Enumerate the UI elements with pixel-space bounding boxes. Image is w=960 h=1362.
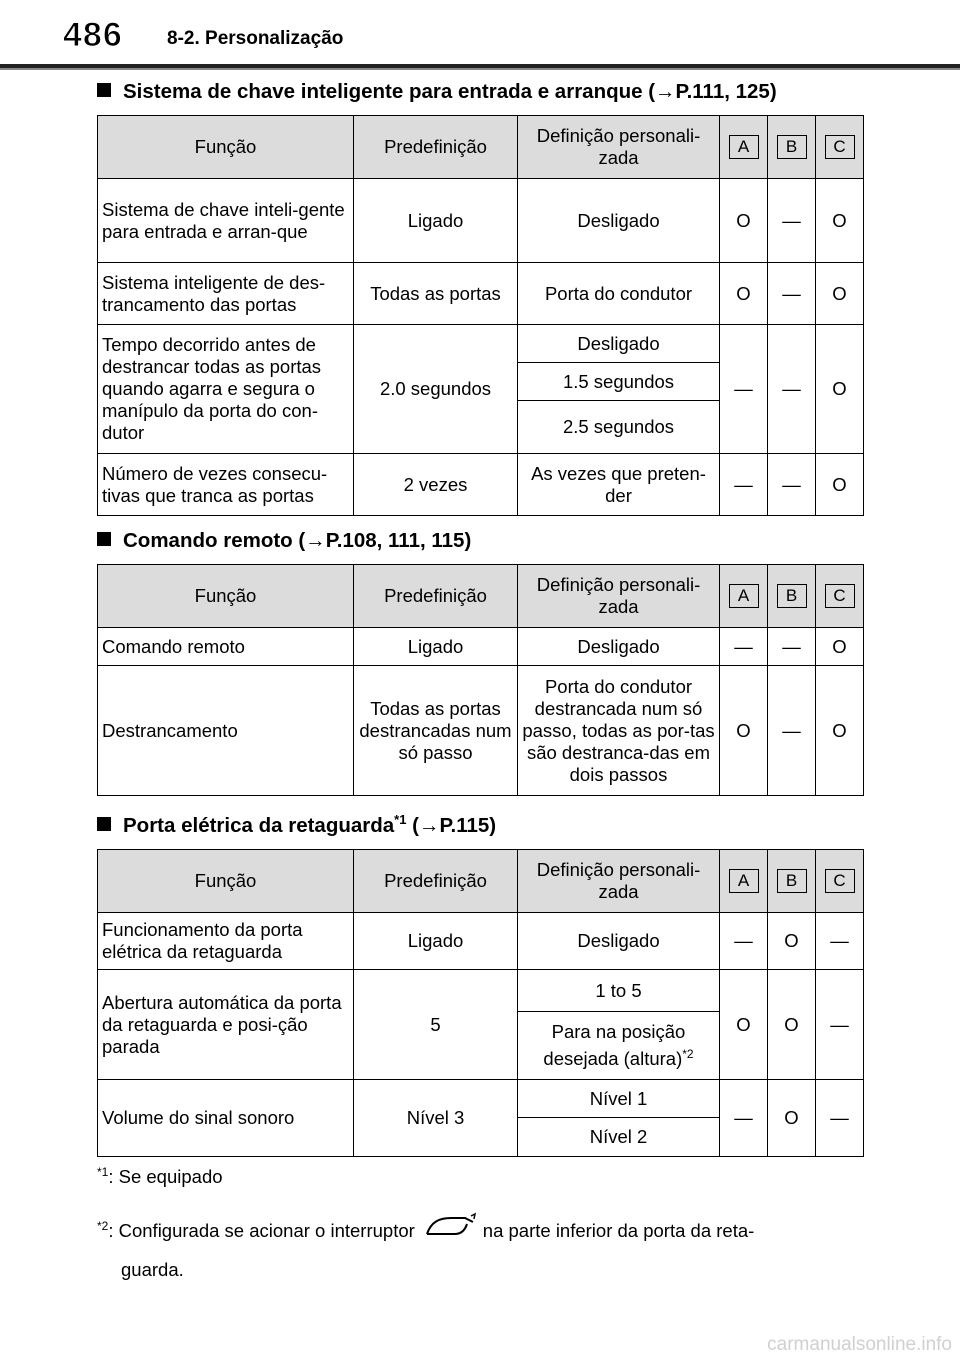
cell-func: Funcionamento da porta elétrica da retaguarda — [98, 913, 354, 970]
table-power-back-door — [97, 849, 864, 1157]
col-c — [816, 850, 864, 913]
mode-c-badge: C — [825, 869, 855, 893]
table-row — [98, 454, 864, 516]
cell-a: O — [720, 263, 768, 325]
cell-def: Desligado — [518, 913, 720, 970]
col-a — [720, 565, 768, 628]
cell-def — [518, 1012, 720, 1080]
cell-c: — — [816, 970, 864, 1080]
col-predefinicao: Predefinição — [354, 116, 518, 179]
mode-a-badge: A — [729, 869, 759, 893]
cell-pre: Ligado — [354, 628, 518, 666]
cell-def: Desligado — [518, 628, 720, 666]
cell-a: — — [720, 325, 768, 454]
cell-a: O — [720, 666, 768, 796]
cell-c: — — [816, 913, 864, 970]
cell-b: — — [768, 263, 816, 325]
col-funcao: Função — [98, 565, 354, 628]
cell-c: O — [816, 628, 864, 666]
table-row — [98, 179, 864, 263]
table-row — [98, 325, 864, 363]
col-definicao: Definição personali-zada — [518, 565, 720, 628]
cell-c: O — [816, 179, 864, 263]
cell-a: — — [720, 1080, 768, 1157]
footnote-marker: *1 — [394, 812, 407, 827]
table-header-row — [98, 116, 864, 179]
table-header-row — [98, 850, 864, 913]
col-predefinicao: Predefinição — [354, 565, 518, 628]
cell-func: Tempo decorrido antes de destrancar todas as portas quando agarra e segura o manípulo da porta do con-dutor — [98, 325, 354, 454]
table-remote — [97, 564, 864, 796]
heading-text: Comando remoto (→P.108, 111, 115) — [123, 529, 472, 552]
cell-b: — — [768, 179, 816, 263]
col-b — [768, 116, 816, 179]
cell-c: O — [816, 666, 864, 796]
heading-main-text: Porta elétrica da retaguarda — [123, 813, 395, 837]
col-b — [768, 565, 816, 628]
table-row — [98, 913, 864, 970]
footnote-text: : Se equipado — [108, 1166, 223, 1188]
cell-c: O — [816, 325, 864, 454]
cell-def: Porta do condutor destrancada num só passo, todas as por-tas são destranca-das em dois passos — [518, 666, 720, 796]
mode-a-badge: A — [729, 135, 759, 159]
table-row — [98, 970, 864, 1012]
mode-b-badge: B — [777, 869, 807, 893]
heading-remote — [97, 529, 471, 553]
col-predefinicao: Predefinição — [354, 850, 518, 913]
table-row — [98, 1080, 864, 1118]
cell-func: Abertura automática da porta da retaguarda e posi-ção parada — [98, 970, 354, 1080]
cell-func: Número de vezes consecu-tivas que tranca as portas — [98, 454, 354, 516]
cell-b: O — [768, 913, 816, 970]
col-funcao: Função — [98, 850, 354, 913]
footnote-text: na parte inferior da porta da reta- — [482, 1220, 755, 1242]
mode-b-badge: B — [777, 584, 807, 608]
cell-func: Destrancamento — [98, 666, 354, 796]
cell-func: Sistema inteligente de des-trancamento das portas — [98, 263, 354, 325]
heading-text: Sistema de chave inteligente para entrada e arranque (→P.111, 125) — [123, 80, 777, 103]
cell-pre: Todas as portas destrancadas num só passo — [354, 666, 518, 796]
page-number: 486 — [63, 16, 123, 54]
cell-b: O — [768, 1080, 816, 1157]
heading-text — [123, 812, 496, 838]
cell-def: Desligado — [518, 325, 720, 363]
table-smart-key — [97, 115, 864, 516]
cell-pre: Ligado — [354, 913, 518, 970]
cell-c: O — [816, 263, 864, 325]
cell-pre: 2.0 segundos — [354, 325, 518, 454]
col-a — [720, 116, 768, 179]
cell-def-text: Para na posição desejada (altura) — [543, 1020, 686, 1070]
cell-pre: Todas as portas — [354, 263, 518, 325]
footnote-1 — [97, 1165, 223, 1188]
section-title: 8-2. Personalização — [167, 28, 344, 49]
cell-pre: 5 — [354, 970, 518, 1080]
cell-pre: 2 vezes — [354, 454, 518, 516]
cell-a: O — [720, 179, 768, 263]
mode-c-badge: C — [825, 135, 855, 159]
mode-c-badge: C — [825, 584, 855, 608]
cell-b: — — [768, 628, 816, 666]
table-row — [98, 628, 864, 666]
cell-def: 1.5 segundos — [518, 363, 720, 401]
cell-def: 1 to 5 — [518, 970, 720, 1012]
cell-pre: Nível 3 — [354, 1080, 518, 1157]
square-bullet-icon — [97, 817, 111, 831]
col-b — [768, 850, 816, 913]
cell-pre: Ligado — [354, 179, 518, 263]
col-funcao: Função — [98, 116, 354, 179]
cell-b: — — [768, 666, 816, 796]
footnote-marker: *1 — [97, 1165, 109, 1179]
heading-power-back-door — [97, 812, 496, 838]
table-row — [98, 263, 864, 325]
col-definicao: Definição personali-zada — [518, 116, 720, 179]
cell-b: O — [768, 970, 816, 1080]
square-bullet-icon — [97, 532, 111, 546]
cell-a: — — [720, 454, 768, 516]
cell-c: O — [816, 454, 864, 516]
col-a — [720, 850, 768, 913]
footnote-text: : Configurada se acionar o interruptor — [108, 1220, 415, 1242]
header-rule-secondary — [0, 68, 960, 70]
mode-a-badge: A — [729, 584, 759, 608]
cell-def: Nível 2 — [518, 1118, 720, 1157]
watermark: carmanualsonline.info — [767, 1334, 952, 1355]
footnote-text: guarda. — [121, 1259, 184, 1281]
cell-def: Nível 1 — [518, 1080, 720, 1118]
cell-def: 2.5 segundos — [518, 401, 720, 454]
heading-smart-key — [97, 80, 777, 104]
col-c — [816, 116, 864, 179]
footnote-marker: *2 — [97, 1219, 109, 1233]
cell-def: Desligado — [518, 179, 720, 263]
rear-door-switch-icon — [425, 1212, 477, 1252]
heading-ref: (→P.115) — [412, 813, 497, 837]
footnote-2 — [97, 1208, 857, 1288]
col-c — [816, 565, 864, 628]
mode-b-badge: B — [777, 135, 807, 159]
page-header — [0, 0, 960, 70]
col-definicao: Definição personali-zada — [518, 850, 720, 913]
cell-b: — — [768, 325, 816, 454]
table-row — [98, 666, 864, 796]
cell-c: — — [816, 1080, 864, 1157]
cell-def: As vezes que preten-der — [518, 454, 720, 516]
square-bullet-icon — [97, 83, 111, 97]
cell-b: — — [768, 454, 816, 516]
cell-def: Porta do condutor — [518, 263, 720, 325]
footnote-marker: *2 — [682, 1046, 694, 1061]
cell-func: Comando remoto — [98, 628, 354, 666]
cell-a: — — [720, 913, 768, 970]
cell-a: O — [720, 970, 768, 1080]
cell-a: — — [720, 628, 768, 666]
cell-func: Sistema de chave inteli-gente para entrada e arran-que — [98, 179, 354, 263]
cell-func: Volume do sinal sonoro — [98, 1080, 354, 1157]
table-header-row — [98, 565, 864, 628]
